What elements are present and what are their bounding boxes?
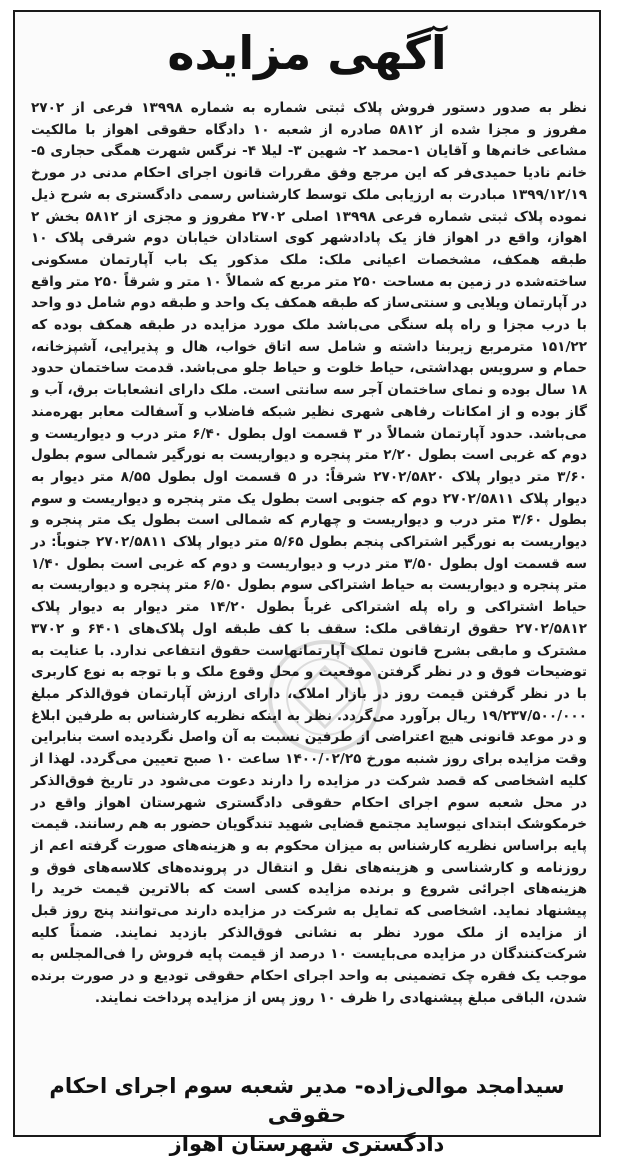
notice-frame <box>13 10 601 1156</box>
notice-body-paragraph: نظر به صدور دستور فروش پلاک ثبتی شماره به شماره ۱۳۹۹۸ فرعی از ۲۷۰۲ مفروز و مجزا شده از ۵۸۱۲ صادره از شعبه ۱۰ دادگاه حقوقی اهواز با مالکیت مشاعی خانم‌ها و آقایان ۱-محمد ۲- شهین ۳- لیلا ۴- نرگس شهرت همگی حجاری ۵- خانم نادیا حمیدی‌فر که این مرجع وفق مقررات قانون اجرای احکام مدنی در مورخ ۱۳۹۹/۱۲/۱۹ مبادرت به ارزیابی ملک توسط کارشناس رسمی دادگستری به شرح ذیل نموده پلاک ثبتی شماره فرعی ۱۳۹۹۸ اصلی ۲۷۰۲ مفروز و مجزی از ۵۸۱۲ بخش ۲ اهواز، واقع در اهواز فاز یک پادادشهر کوی استادان خیابان دوم شرقی پلاک ۱۰ طبقه همکف، مشخصات اعیانی ملک: ملک مذکور یک باب آپارتمان مسکونی ساخته‌شده در زمین به مساحت ۲۵۰ متر مربع که شمالاً ۱۰ متر و شرقاً ۲۵۰ متر واقع در آپارتمان ویلایی و سنتی‌ساز که طبقه همکف یک واحد و طبقه دوم شامل دو واحد با درب مجزا و راه پله سنگی می‌باشد ملک مورد مزایده در طبقه همکف بوده که ۱۵۱/۲۲ مترمربع زیربنا داشته و شامل سه اتاق خواب، هال و پذیرایی، آشپزخانه، حمام و سرویس بهداشتی، حیاط خلوت و حیاط جلو می‌باشد. قدمت ساختمان حدود ۱۸ سال بوده و نمای ساختمان آجر سه سانتی است. ملک دارای انشعابات برق، آب و گاز بوده و از امکانات رفاهی شهری نظیر شبکه فاضلاب و آسفالت معابر بهره‌مند می‌باشد. حدود آپارتمان شمالاً در ۳ قسمت اول بطول ۶/۴۰ متر درب و دیواریست و دوم که غربی است بطول ۲/۲۰ متر پنجره و دیواریست به نورگیر شمالی سوم بطول ۳/۶۰ متر دیوار پلاک ۲۷۰۲/۵۸۲۰ شرقاً: در ۵ قسمت اول بطول ۸/۵۵ متر دیوار به دیوار پلاک ۲۷۰۲/۵۸۱۱ دوم که جنوبی است بطول یک متر پنجره و دیواریست و سوم بطول ۳/۶۰ متر درب و دیواریست و چهارم که شمالی است بطول یک متر پنجره و دیواریست به نورگیر اشتراکی پنجم بطول ۵/۶۵ متر دیوار پلاک ۲۷۰۲/۵۸۱۱ جنوباً: در سه قسمت اول بطول ۳/۵۰ متر درب و دیواریست و دوم که غربی است بطول ۱/۴۰ متر پنجره و دیواریست به حیاط اشتراکی سوم بطول ۶/۵۰ متر پنجره و دیواریست به حیاط اشتراکی و راه پله اشتراکی غرباً بطول ۱۴/۲۰ متر دیوار به دیوار پلاک ۲۷۰۲/۵۸۱۲ حقوق ارتفاقی ملک: سقف با کف طبقه اول پلاک‌های ۶۴۰۱ و ۳۷۰۲ مشترک و مابقی بشرح قانون تملک آپارتمانهاست حقوق انتفاعی ندارد. با عنایت به توضیحات فوق و در نظر گرفتن موقعیت و محل وقوع ملک و با توجه به نوع کاربری با در نظر گرفتن قیمت روز در بازار املاک، دارای ارزش آپارتمان فوق‌الذکر مبلغ ۱۹/۲۳۷/۵۰۰/۰۰۰ ریال برآورد می‌گردد. نظر به اینکه نظریه کارشناس به طرفین ابلاغ و در موعد قانونی هیچ اعتراضی از طرفین نسبت به آن واصل نگردیده است بنابراین وقت مزایده برای روز شنبه مورخ ۱۴۰۰/۰۲/۲۵ ساعت ۱۰ صبح تعیین می‌گردد. لهذا از کلیه اشخاصی که قصد شرکت در مزایده را دارند دعوت می‌شود در تاریخ فوق‌الذکر در محل شعبه سوم اجرای احکام حقوقی دادگستری شهرستان اهواز واقع در خرمکوشک ابتدای نیوساید مجتمع قضایی شهید تندگویان حضور به هم رسانند. قیمت پایه براساس نظریه کارشناس به میزان محکوم به و هزینه‌های صورت گرفته اعم از روزنامه و کارشناسی و هزینه‌های نقل و انتقال در پرونده‌های کلاسه‌های فوق و هزینه‌های اجرائی شروع و برنده مزایده کسی است که بالاترین قیمت خرید را پیشنهاد نماید. اشخاصی که تمایل به شرکت در مزایده دارند می‌توانند پنج روز قبل از مزایده از ملک مورد نظر به نشانی فوق‌الذکر بازدید نمایند. ضمناً کلیه شرکت‌کنندگان در مزایده می‌بایست ۱۰ درصد از قیمت پایه فروش را فی‌المجلس به موجب یک فقره چک تضمینی به واحد اجرای احکام حقوقی تودیع و در صورت برنده شدن، الباقی مبلغ پیشنهادی را ظرف ۱۰ روز پس از مزایده پرداخت نمایند. <box>31 100 588 1006</box>
notice-title: آگهی مزایده <box>167 26 447 80</box>
notice-body <box>31 98 587 1010</box>
signature-line-1: سیدامجد موالی‌زاده- مدیر شعبه سوم اجرای احکام حقوقی <box>49 1074 565 1127</box>
signature-block <box>25 1072 589 1159</box>
signature-line-2: دادگستری شهرستان اهواز <box>169 1132 445 1156</box>
